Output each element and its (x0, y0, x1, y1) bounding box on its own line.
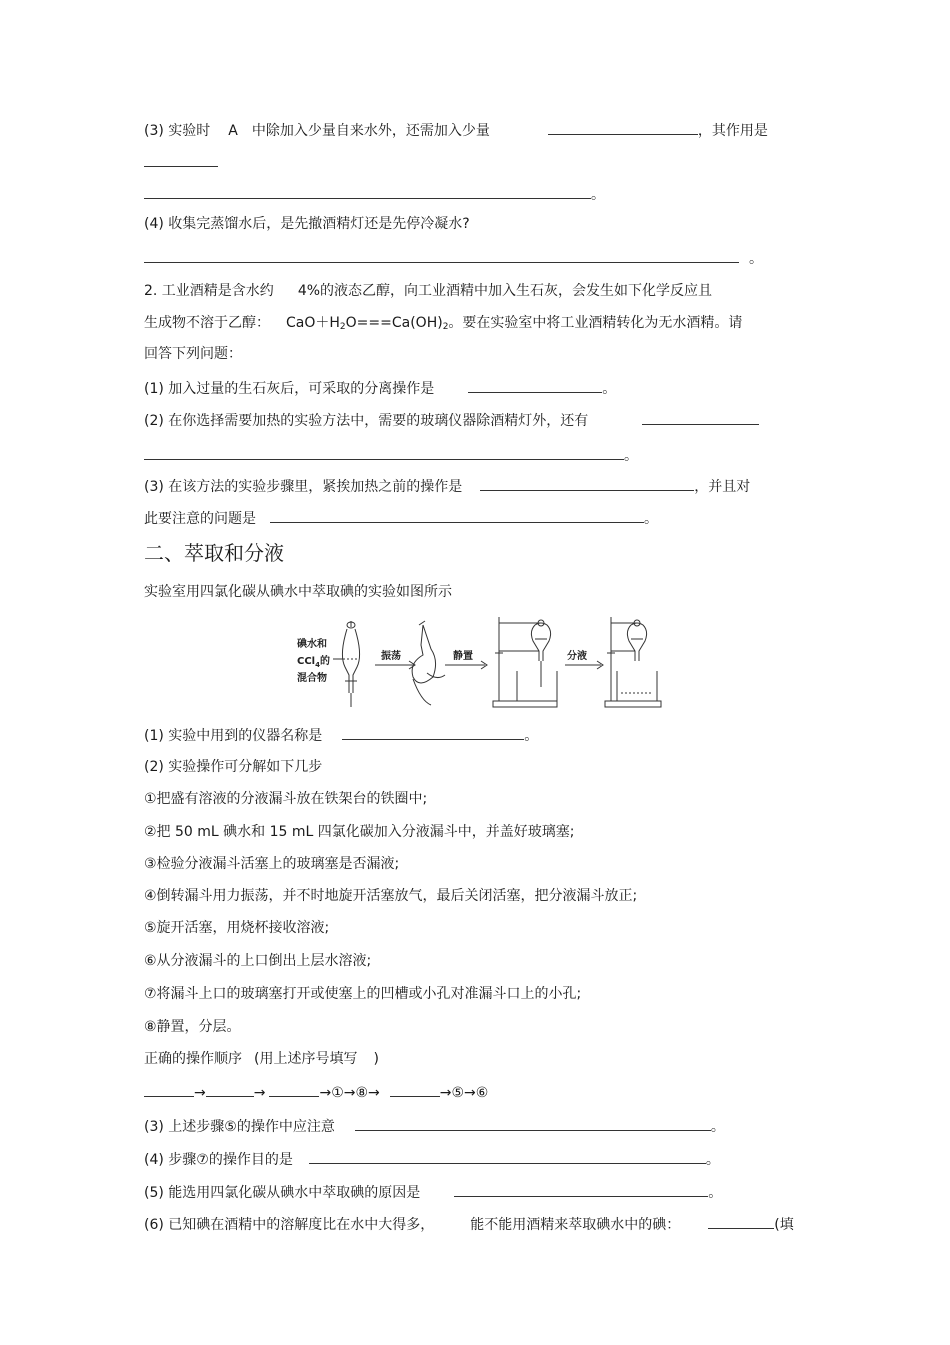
arrow-icon (565, 661, 603, 669)
order-sequence: → → →①→⑧→ →⑤→⑥ (144, 1082, 488, 1103)
step-settle-label: 静置 (453, 651, 473, 662)
step-item: ⑥从分液漏斗的上口倒出上层水溶液; (144, 953, 372, 969)
s2-q5-line: (5) 能选用四氯化碳从碘水中萃取碘的原因是 。 (144, 1182, 722, 1203)
step-item: ⑧静置，分层。 (144, 1019, 241, 1035)
step-item: ⑤旋开活塞，用烧杯接收溶液; (144, 920, 330, 936)
q2-line2: 生成物不溶于乙醇： $CaO+H_2O===Ca(OH)_2$。要在实验室中将工业酒精转化为无水酒精。请 (144, 315, 743, 332)
answer-blank[interactable] (269, 1082, 319, 1097)
s2-q3-line: (3) 上述步骤⑤的操作中应注意 。 (144, 1116, 725, 1137)
separatory-funnel-icon (342, 621, 359, 707)
q1-part4-line: (4) 收集完蒸馏水后，是先撤酒精灯还是先停冷凝水? (144, 216, 470, 232)
mixture-label-2: CCl$_4$的 (297, 656, 330, 669)
answer-blank-line: 。 (144, 248, 763, 269)
arrow-icon (445, 661, 487, 669)
q2-sub3-line: (3) 在该方法的实验步骤里，紧挨加热之前的操作是 ，并且对 (144, 476, 750, 497)
q1-part3-line: (3) 实验时 A 中除加入少量自来水外，还需加入少量 ，其作用是 (144, 120, 768, 141)
step-separate-label: 分液 (567, 651, 587, 662)
answer-blank-line: 。 (144, 445, 638, 466)
answer-blank[interactable] (144, 445, 624, 460)
mixture-label-1: 碘水和 (297, 639, 327, 650)
s2-q2-line: (2) 实验操作可分解如下几步 (144, 759, 323, 775)
iron-stand-1-icon (493, 617, 557, 707)
step-shake-label: 振荡 (381, 651, 401, 662)
answer-blank-line: 。 (144, 184, 605, 205)
section-intro: 实验室用四氯化碳从碘水中萃取碘的实验如图所示 (144, 584, 452, 600)
step-item: ④倒转漏斗用力振荡，并不时地旋开活塞放气，最后关闭活塞，把分液漏斗放正; (144, 888, 638, 904)
step-item: ①把盛有溶液的分液漏斗放在铁架台的铁圈中; (144, 791, 428, 807)
answer-blank[interactable] (342, 725, 524, 740)
answer-blank[interactable] (309, 1149, 706, 1164)
answer-blank[interactable] (468, 378, 602, 393)
q2-sub2-line: (2) 在你选择需要加热的实验方法中，需要的玻璃仪器除酒精灯外，还有 (144, 410, 759, 431)
step-item: ③检验分液漏斗活塞上的玻璃塞是否漏液; (144, 856, 400, 872)
q2-line3: 回答下列问题： (144, 346, 242, 362)
q2-line1: 2. 工业酒精是含水约 4%的液态乙醇，向工业酒精中加入生石灰，会发生如下化学反应且 (144, 283, 713, 299)
mixture-label-3: 混合物 (297, 673, 327, 684)
extraction-apparatus-diagram (295, 615, 665, 715)
answer-blank[interactable] (144, 184, 591, 199)
answer-blank[interactable] (480, 476, 694, 491)
s2-q4-line: (4) 步骤⑦的操作目的是 。 (144, 1149, 720, 1170)
answer-blank-line (144, 152, 218, 173)
answer-blank[interactable] (642, 410, 759, 425)
answer-blank[interactable] (270, 508, 644, 523)
q2-sub1-line: (1) 加入过量的生石灰后，可采取的分离操作是 。 (144, 378, 616, 399)
answer-blank[interactable] (355, 1116, 711, 1131)
shaking-funnel-icon (412, 621, 445, 705)
arrow-icon (375, 661, 415, 669)
step-item: ⑦将漏斗上口的玻璃塞打开或使塞上的凹槽或小孔对准漏斗口上的小孔; (144, 986, 582, 1002)
answer-blank[interactable] (144, 248, 739, 263)
q2-sub3b-line: 此要注意的问题是 。 (144, 508, 658, 529)
step-item: ②把 50 mL 碘水和 15 mL 四氯化碳加入分液漏斗中，并盖好玻璃塞; (144, 824, 575, 840)
answer-blank[interactable] (708, 1214, 774, 1229)
iron-stand-2-icon (605, 617, 661, 707)
answer-blank[interactable] (144, 1082, 194, 1097)
order-prompt: 正确的操作顺序 (用上述序号填写 ) (144, 1051, 379, 1067)
answer-blank[interactable] (206, 1082, 254, 1097)
s2-q6-line: (6) 已知碘在酒精中的溶解度比在水中大得多， 能不能用酒精来萃取碘水中的碘： (填 (144, 1214, 794, 1235)
chemical-equation: $CaO+H_2O===Ca(OH)_2$ (286, 315, 449, 332)
answer-blank[interactable] (454, 1182, 708, 1197)
answer-blank[interactable] (548, 120, 698, 135)
answer-blank[interactable] (390, 1082, 440, 1097)
section-heading: 二、萃取和分液 (144, 541, 284, 565)
answer-blank[interactable] (144, 152, 218, 167)
s2-q1-line: (1) 实验中用到的仪器名称是 。 (144, 725, 538, 746)
